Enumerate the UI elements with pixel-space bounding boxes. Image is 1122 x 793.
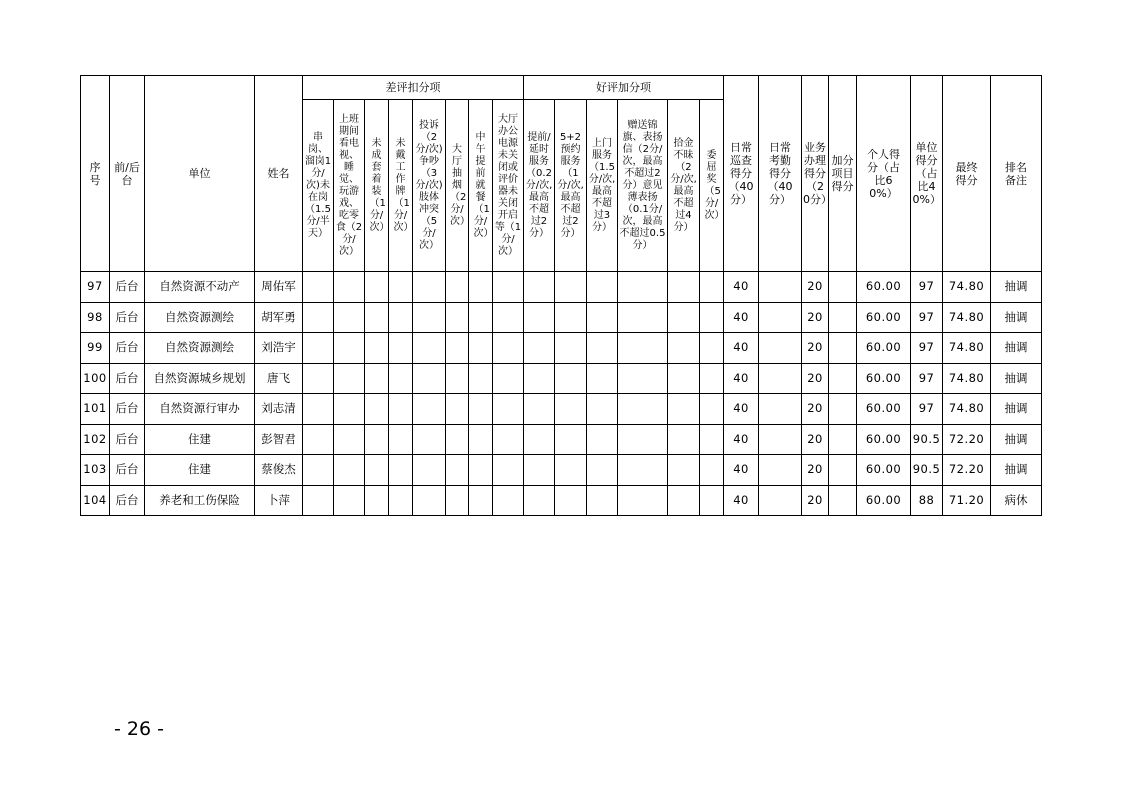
seq-cell: 99 (81, 333, 110, 364)
empty-cell (446, 302, 469, 333)
header-deduct-group: 差评扣分项 (303, 76, 524, 100)
unit-cell: 住建 (145, 455, 255, 486)
empty-cell (413, 272, 446, 303)
empty-cell (587, 455, 618, 486)
seq-cell: 100 (81, 363, 110, 394)
empty-cell (493, 424, 524, 455)
empty-cell (524, 272, 555, 303)
empty-cell (587, 485, 618, 516)
empty-cell (829, 272, 857, 303)
empty-cell (829, 424, 857, 455)
name-cell: 刘浩宇 (255, 333, 303, 364)
empty-cell (334, 272, 365, 303)
empty-cell (469, 394, 493, 425)
empty-cell (759, 424, 802, 455)
empty-cell (413, 394, 446, 425)
empty-cell (618, 394, 668, 425)
header-bonus-item-4: 拾金不昧（2分/次,最高不超过4分） (668, 100, 700, 272)
daily-patrol-cell: 40 (724, 394, 759, 425)
empty-cell (469, 363, 493, 394)
personal-score-cell: 60.00 (857, 424, 911, 455)
header-bonus-item-3: 赠送锦旗、表扬信（2分/次，最高不超过2分）意见薄表扬（0.1分/次，最高不超过0.5分） (618, 100, 668, 272)
table-row (81, 302, 1042, 333)
empty-cell (829, 333, 857, 364)
personal-score-cell: 60.00 (857, 394, 911, 425)
personal-score-cell: 60.00 (857, 455, 911, 486)
empty-cell (365, 424, 389, 455)
unit-score-cell: 97 (911, 363, 943, 394)
final-score-cell: 74.80 (943, 333, 991, 364)
empty-cell (759, 455, 802, 486)
empty-cell (446, 455, 469, 486)
rank-note-cell: 抽调 (991, 302, 1042, 333)
empty-cell (365, 302, 389, 333)
name-cell: 刘志清 (255, 394, 303, 425)
empty-cell (334, 455, 365, 486)
empty-cell (365, 455, 389, 486)
empty-cell (446, 363, 469, 394)
final-score-cell: 74.80 (943, 363, 991, 394)
empty-cell (334, 485, 365, 516)
header-bonus-item-5: 委屈奖（5分/次） (700, 100, 724, 272)
personal-score-cell: 60.00 (857, 333, 911, 364)
unit-cell: 住建 (145, 424, 255, 455)
empty-cell (413, 333, 446, 364)
business-cell: 20 (802, 424, 829, 455)
table-row (81, 272, 1042, 303)
score-table (80, 75, 1042, 516)
business-cell: 20 (802, 363, 829, 394)
front-back-cell: 后台 (110, 302, 145, 333)
unit-cell: 自然资源测绘 (145, 302, 255, 333)
daily-patrol-cell: 40 (724, 272, 759, 303)
unit-cell: 自然资源测绘 (145, 333, 255, 364)
empty-cell (524, 363, 555, 394)
header-personal: 个人得分（占比60%） (857, 76, 911, 272)
empty-cell (700, 363, 724, 394)
header-bonus-item-1: 5+2预约服务（1分/次,最高不超过2分） (555, 100, 587, 272)
header-bonus-group: 好评加分项 (524, 76, 724, 100)
empty-cell (759, 485, 802, 516)
empty-cell (668, 272, 700, 303)
empty-cell (303, 485, 334, 516)
business-cell: 20 (802, 272, 829, 303)
personal-score-cell: 60.00 (857, 363, 911, 394)
empty-cell (469, 485, 493, 516)
business-cell: 20 (802, 333, 829, 364)
empty-cell (587, 272, 618, 303)
empty-cell (413, 363, 446, 394)
empty-cell (618, 455, 668, 486)
header-rank-note: 排名备注 (991, 76, 1042, 272)
header-seq: 序号 (81, 76, 110, 272)
empty-cell (524, 333, 555, 364)
daily-patrol-cell: 40 (724, 485, 759, 516)
empty-cell (524, 485, 555, 516)
unit-score-cell: 88 (911, 485, 943, 516)
header-front-back: 前/后台 (110, 76, 145, 272)
empty-cell (469, 333, 493, 364)
empty-cell (700, 455, 724, 486)
daily-patrol-cell: 40 (724, 333, 759, 364)
header-group-row (81, 76, 1042, 100)
empty-cell (389, 424, 413, 455)
business-cell: 20 (802, 455, 829, 486)
empty-cell (493, 333, 524, 364)
empty-cell (303, 424, 334, 455)
header-deduct-item-4: 投诉（2分/次)争吵（3分/次)肢体冲突（5分/次） (413, 100, 446, 272)
empty-cell (493, 363, 524, 394)
empty-cell (446, 333, 469, 364)
empty-cell (829, 363, 857, 394)
empty-cell (700, 394, 724, 425)
empty-cell (668, 455, 700, 486)
empty-cell (618, 485, 668, 516)
empty-cell (700, 424, 724, 455)
empty-cell (618, 272, 668, 303)
seq-cell: 97 (81, 272, 110, 303)
empty-cell (555, 363, 587, 394)
empty-cell (618, 424, 668, 455)
rank-note-cell: 抽调 (991, 424, 1042, 455)
empty-cell (334, 363, 365, 394)
daily-patrol-cell: 40 (724, 363, 759, 394)
empty-cell (759, 363, 802, 394)
empty-cell (413, 302, 446, 333)
seq-cell: 103 (81, 455, 110, 486)
empty-cell (524, 394, 555, 425)
empty-cell (555, 424, 587, 455)
empty-cell (493, 272, 524, 303)
header-bonus-item-2: 上门服务（1.5分/次,最高不超过3分） (587, 100, 618, 272)
page-number: - 26 - (114, 718, 164, 740)
empty-cell (446, 394, 469, 425)
empty-cell (446, 424, 469, 455)
unit-score-cell: 97 (911, 333, 943, 364)
empty-cell (413, 485, 446, 516)
empty-cell (555, 394, 587, 425)
empty-cell (668, 394, 700, 425)
unit-score-cell: 97 (911, 272, 943, 303)
empty-cell (365, 394, 389, 425)
empty-cell (668, 333, 700, 364)
rank-note-cell: 病休 (991, 485, 1042, 516)
unit-cell: 养老和工伤保险 (145, 485, 255, 516)
rank-note-cell: 抽调 (991, 455, 1042, 486)
final-score-cell: 72.20 (943, 424, 991, 455)
unit-cell: 自然资源城乡规划 (145, 363, 255, 394)
daily-patrol-cell: 40 (724, 455, 759, 486)
header-daily-attendance: 日常考勤得分（40分） (759, 76, 802, 272)
table-row (81, 363, 1042, 394)
empty-cell (668, 302, 700, 333)
empty-cell (334, 424, 365, 455)
header-business: 业务办理得分（20分） (802, 76, 829, 272)
empty-cell (829, 394, 857, 425)
front-back-cell: 后台 (110, 485, 145, 516)
empty-cell (413, 424, 446, 455)
empty-cell (389, 333, 413, 364)
business-cell: 20 (802, 485, 829, 516)
empty-cell (829, 485, 857, 516)
empty-cell (334, 302, 365, 333)
table-row (81, 455, 1042, 486)
empty-cell (829, 302, 857, 333)
empty-cell (389, 394, 413, 425)
seq-cell: 98 (81, 302, 110, 333)
name-cell: 彭智君 (255, 424, 303, 455)
empty-cell (668, 363, 700, 394)
table-row (81, 394, 1042, 425)
empty-cell (469, 424, 493, 455)
empty-cell (469, 302, 493, 333)
empty-cell (587, 302, 618, 333)
unit-cell: 自然资源行审办 (145, 394, 255, 425)
header-deduct-item-6: 中午提前就餐（1分/次） (469, 100, 493, 272)
front-back-cell: 后台 (110, 394, 145, 425)
front-back-cell: 后台 (110, 424, 145, 455)
empty-cell (555, 272, 587, 303)
header-deduct-item-2: 未成套着装（1分/次） (365, 100, 389, 272)
empty-cell (587, 394, 618, 425)
empty-cell (618, 363, 668, 394)
business-cell: 20 (802, 302, 829, 333)
empty-cell (668, 485, 700, 516)
empty-cell (759, 333, 802, 364)
empty-cell (365, 333, 389, 364)
unit-cell: 自然资源不动产 (145, 272, 255, 303)
unit-score-cell: 97 (911, 302, 943, 333)
header-deduct-item-1: 上班期间看电视、睡觉、玩游戏、吃零食（2分/次） (334, 100, 365, 272)
empty-cell (700, 302, 724, 333)
business-cell: 20 (802, 394, 829, 425)
empty-cell (365, 272, 389, 303)
empty-cell (413, 455, 446, 486)
empty-cell (555, 485, 587, 516)
header-deduct-item-0: 串岗、溜岗1分/次)未在岗（1.5分/半天） (303, 100, 334, 272)
empty-cell (469, 455, 493, 486)
empty-cell (469, 272, 493, 303)
unit-score-cell: 90.5 (911, 424, 943, 455)
empty-cell (524, 302, 555, 333)
final-score-cell: 74.80 (943, 302, 991, 333)
header-deduct-item-5: 大厅抽烟（2分/次） (446, 100, 469, 272)
final-score-cell: 72.20 (943, 455, 991, 486)
header-deduct-item-7: 大厅办公电源未关闭或评价器未关闭开启等（1分/次） (493, 100, 524, 272)
empty-cell (759, 272, 802, 303)
table-row (81, 424, 1042, 455)
table-row (81, 485, 1042, 516)
header-daily-patrol: 日常巡查得分（40分） (724, 76, 759, 272)
empty-cell (446, 485, 469, 516)
daily-patrol-cell: 40 (724, 424, 759, 455)
empty-cell (493, 302, 524, 333)
empty-cell (587, 363, 618, 394)
empty-cell (303, 455, 334, 486)
header-deduct-item-3: 未戴工作牌（1分/次） (389, 100, 413, 272)
empty-cell (618, 302, 668, 333)
name-cell: 唐飞 (255, 363, 303, 394)
empty-cell (759, 394, 802, 425)
front-back-cell: 后台 (110, 333, 145, 364)
header-name: 姓名 (255, 76, 303, 272)
seq-cell: 102 (81, 424, 110, 455)
front-back-cell: 后台 (110, 272, 145, 303)
daily-patrol-cell: 40 (724, 302, 759, 333)
header-bonus-score: 加分项目得分 (829, 76, 857, 272)
rank-note-cell: 抽调 (991, 394, 1042, 425)
final-score-cell: 74.80 (943, 272, 991, 303)
name-cell: 周佑军 (255, 272, 303, 303)
table-row (81, 333, 1042, 364)
empty-cell (829, 455, 857, 486)
header-unit-score: 单位得分（占比40%） (911, 76, 943, 272)
empty-cell (700, 485, 724, 516)
personal-score-cell: 60.00 (857, 272, 911, 303)
empty-cell (759, 302, 802, 333)
empty-cell (493, 455, 524, 486)
unit-score-cell: 90.5 (911, 455, 943, 486)
empty-cell (334, 333, 365, 364)
name-cell: 胡军勇 (255, 302, 303, 333)
empty-cell (493, 485, 524, 516)
empty-cell (365, 485, 389, 516)
empty-cell (389, 302, 413, 333)
empty-cell (303, 394, 334, 425)
empty-cell (668, 424, 700, 455)
header-unit: 单位 (145, 76, 255, 272)
seq-cell: 101 (81, 394, 110, 425)
personal-score-cell: 60.00 (857, 302, 911, 333)
empty-cell (303, 333, 334, 364)
empty-cell (618, 333, 668, 364)
personal-score-cell: 60.00 (857, 485, 911, 516)
empty-cell (389, 455, 413, 486)
rank-note-cell: 抽调 (991, 272, 1042, 303)
empty-cell (493, 394, 524, 425)
final-score-cell: 74.80 (943, 394, 991, 425)
rank-note-cell: 抽调 (991, 363, 1042, 394)
empty-cell (524, 424, 555, 455)
empty-cell (700, 333, 724, 364)
empty-cell (334, 394, 365, 425)
empty-cell (555, 302, 587, 333)
final-score-cell: 71.20 (943, 485, 991, 516)
empty-cell (303, 363, 334, 394)
name-cell: 蔡俊杰 (255, 455, 303, 486)
empty-cell (700, 272, 724, 303)
front-back-cell: 后台 (110, 363, 145, 394)
name-cell: 卜萍 (255, 485, 303, 516)
empty-cell (303, 272, 334, 303)
empty-cell (555, 333, 587, 364)
empty-cell (389, 272, 413, 303)
empty-cell (524, 455, 555, 486)
empty-cell (389, 363, 413, 394)
empty-cell (555, 455, 587, 486)
front-back-cell: 后台 (110, 455, 145, 486)
empty-cell (365, 363, 389, 394)
seq-cell: 104 (81, 485, 110, 516)
rank-note-cell: 抽调 (991, 333, 1042, 364)
empty-cell (446, 272, 469, 303)
header-bonus-item-0: 提前/延时服务（0.2分/次,最高不超过2分） (524, 100, 555, 272)
empty-cell (389, 485, 413, 516)
empty-cell (303, 302, 334, 333)
header-final: 最终得分 (943, 76, 991, 272)
unit-score-cell: 97 (911, 394, 943, 425)
empty-cell (587, 333, 618, 364)
empty-cell (587, 424, 618, 455)
